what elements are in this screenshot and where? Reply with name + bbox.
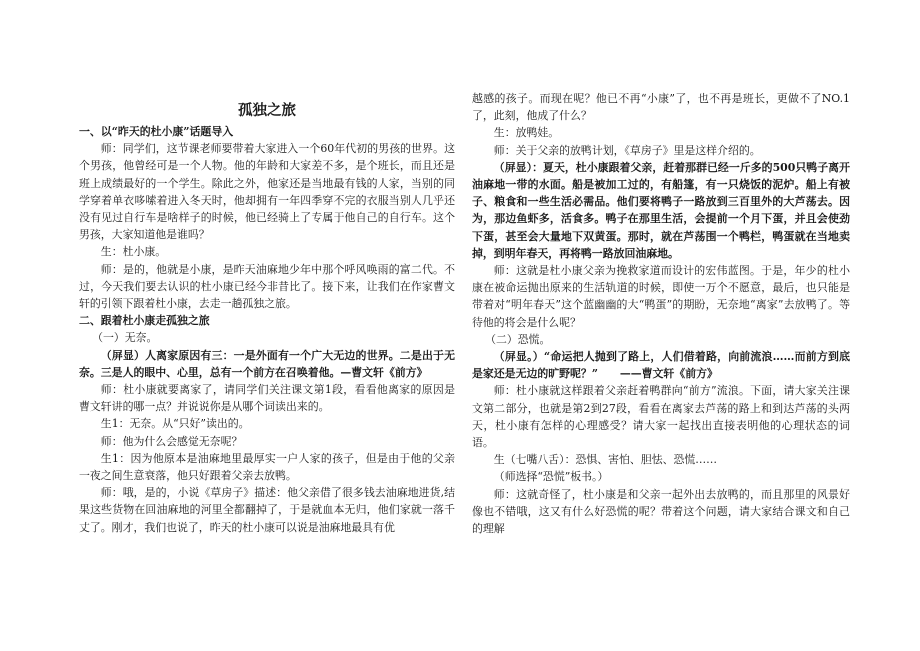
- paragraph: 师：这就是杜小康父亲为挽救家道而设计的宏伟蓝图。于是，年少的杜小康在被命运抛出原来的生活轨道的时候，即使一万个不愿意，最后，也只能是带着对“明年春天”这个蓝幽幽的大“鸭蛋”的期盼，无奈地“离家”去放鸭了。等待他的将会是什么呢？: [472, 264, 850, 329]
- paragraph: 师：关于父亲的放鸭计划，《草房子》里是这样介绍的。: [493, 143, 761, 157]
- paragraph: 师：他为什么会感觉无奈呢？: [100, 434, 243, 448]
- paragraph: 生：杜小康。: [100, 245, 167, 259]
- paragraph: 生1：因为他原本是油麻地里最厚实一户人家的孩子，但是由于他的父亲一夜之间生意衰落，他只好跟着父亲去放鸭。: [79, 451, 455, 483]
- paragraph: 师：哦，是的，小说《草房子》描述：他父亲借了很多钱去油麻地进货,结果这些货物在回油麻地的河里全都翻掉了，于是就血本无归，他们家就一落千丈了。刚才，我们也说了，昨天的杜小康可以说是油麻地最具有优: [79, 486, 455, 534]
- paragraph: （师选择“恐慌”板书。）: [493, 470, 609, 484]
- left-column: [79, 0, 455, 536]
- paragraph: 越感的孩子。而现在呢？他已不再“小康”了，也不再是班长，更做不了NO.1了，此刻，他成了什么？: [472, 92, 850, 123]
- paragraph: 生1：无奈。从“只好”读出的。: [100, 417, 250, 431]
- section-heading-1: 一、以“昨天的杜小康”话题导入: [79, 125, 234, 138]
- right-column: [472, 0, 850, 537]
- subsection-heading: （二）恐慌。: [485, 332, 551, 346]
- paragraph: 生：放鸭娃。: [493, 126, 560, 140]
- paragraph: 师：是的，他就是小康，是昨天油麻地少年中那个呼风唤雨的富二代。不过，今天我们要去认识的杜小康已经今非昔比了。接下来，让我们在作家曹文轩的引领下跟着杜小康，去走一趟孤独之旅。: [79, 262, 455, 311]
- page-title: 孤独之旅: [238, 102, 296, 119]
- subsection-heading: （一）无奈。: [92, 331, 158, 345]
- paragraph: 师：杜小康就要离家了，请同学们关注课文第1段，看看他离家的原因是曹文轩讲的哪一点？并说说你是从哪个词读出来的。: [79, 383, 455, 414]
- screen-quote: （屏显）人离家原因有三：一是外面有一个广大无边的世界。二是出于无奈。三是人的眼中、心里，总有一个前方在召唤着他。—曹文轩《前方》: [79, 348, 455, 379]
- screen-quote: （屏显）：夏天，杜小康跟着父亲，赶着那群已经一斤多的500只鸭子离开油麻地一带的水面。船是被加工过的，有船篷，有一只烧饭的泥炉。船上有被子、粮食和一些生活必需品。他们要将鸭子一路放到三百里外的大芦荡去。因为，那边鱼虾多，活食多。鸭子在那里生活，会提前一个月下蛋，并且会使劲下蛋，甚至会大量地下双黄蛋。那时，就在芦荡围一个鸭栏，鸭蛋就在当地卖掉，到明年春天，再将鸭一路放回油麻地。: [472, 160, 850, 260]
- paragraph: 师：杜小康就这样跟着父亲赶着鸭群向“前方”流浪。下面，请大家关注课文第二部分，也就是第2到27段，看看在离家去芦荡的路上和到达芦荡的头两天，杜小康有怎样的心理感受？请大家一起找出直接表明他的心理状态的词语。: [472, 384, 850, 450]
- screen-quote: （屏显。）“命运把人抛到了路上，人们借着路，向前流浪……而前方到底是家还是无边的旷野呢？” ——曹文轩《前方》: [472, 350, 850, 381]
- section-heading-2: 二、跟着杜小康走孤独之旅: [79, 314, 210, 328]
- paragraph: 师：这就奇怪了，杜小康是和父亲一起外出去放鸭的，而且那里的风景好像也不错哦，这又有什么好恐慌的呢？带着这个问题，请大家结合课文和自己的理解: [472, 487, 850, 536]
- paragraph: 师：同学们，这节课老师要带着大家进入一个60年代初的男孩的世界。这个男孩，他曾经可是一个人物。他的年龄和大家差不多，是个班长，而且还是班上成绩最好的一个学生。除此之外，他家还是当地最有钱的人家，当别的同学穿着单衣哆嗦着进入冬天时，他却拥有一年四季穿不完的衣服当别人几乎还没有见过自行车是啥样子的时候，他已经骑上了专属于他自己的自行车。这个男孩，大家知道他是谁吗？: [79, 142, 455, 242]
- paragraph: 生（七嘴八舌）：恐惧、害怕、胆怯、恐慌……: [493, 453, 718, 467]
